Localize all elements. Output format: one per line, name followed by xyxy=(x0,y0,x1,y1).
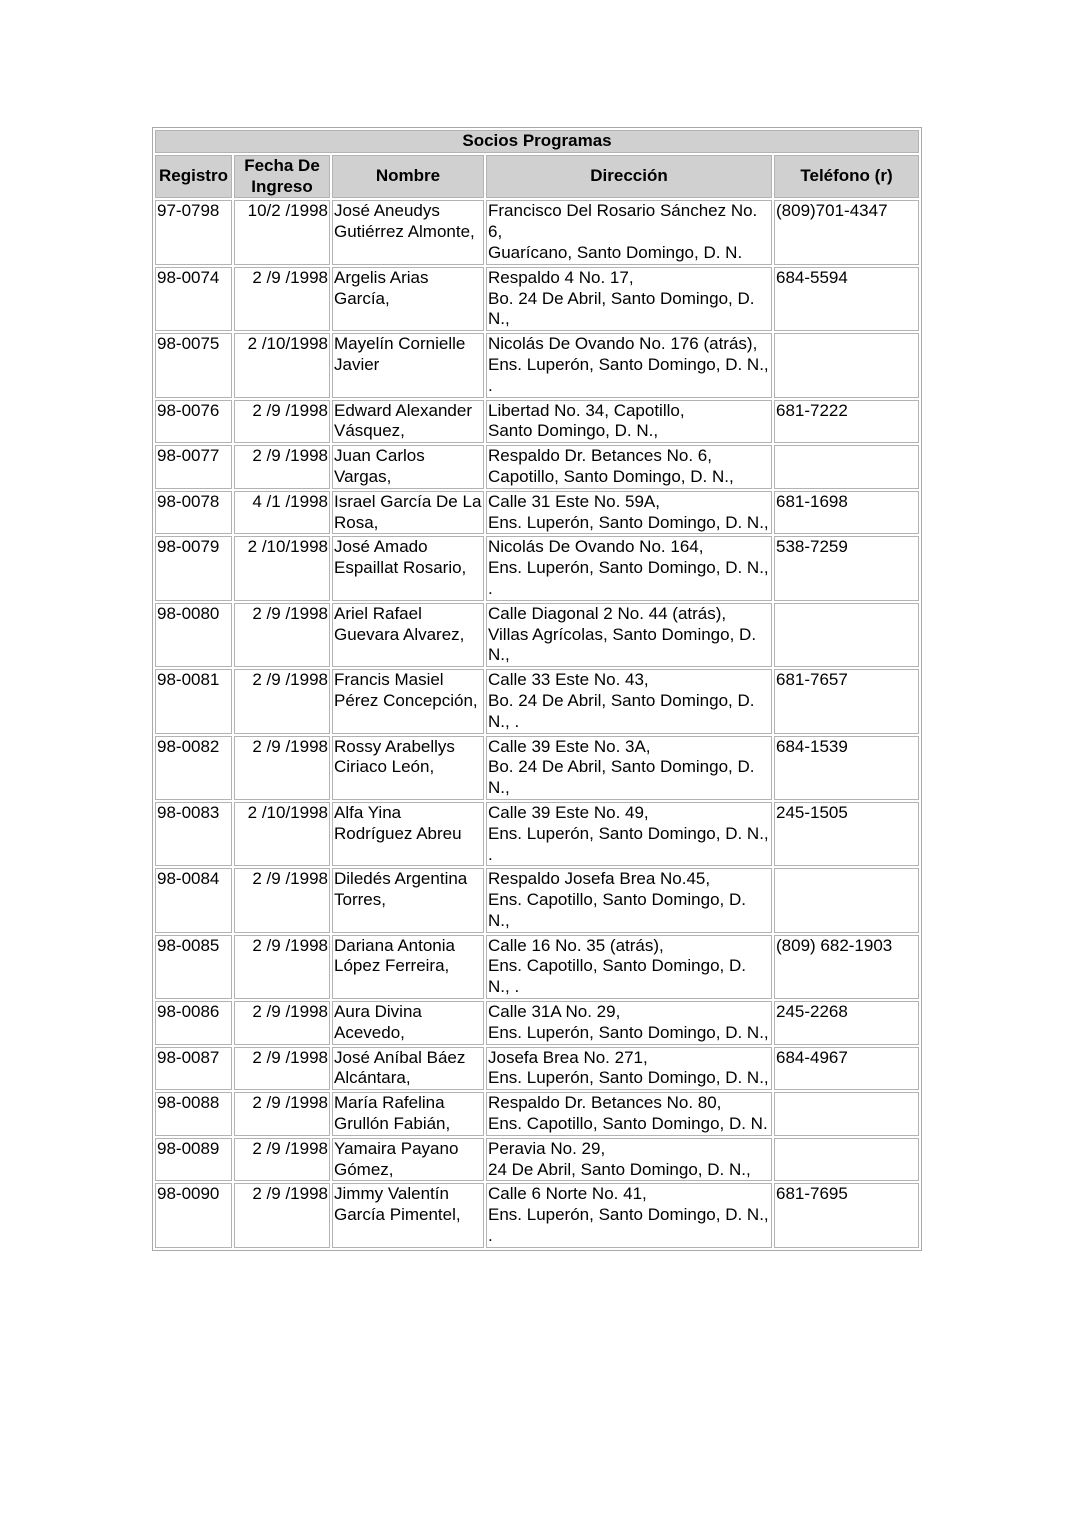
registro-cell: 98-0089 xyxy=(155,1138,232,1182)
table-row xyxy=(155,267,919,331)
telefono-cell: 245-2268 xyxy=(774,1001,919,1045)
direccion-cell: Calle 31 Este No. 59A, Ens. Luperón, Santo Domingo, D. N., xyxy=(486,491,772,535)
registro-cell: 98-0077 xyxy=(155,445,232,489)
fecha-cell: 2 /9 /1998 xyxy=(234,603,330,667)
table-row xyxy=(155,1183,919,1247)
telefono-cell: 684-1539 xyxy=(774,736,919,800)
fecha-cell: 2 /10/1998 xyxy=(234,802,330,866)
nombre-cell: Aura Divina Acevedo, xyxy=(332,1001,484,1045)
telefono-cell: 681-7222 xyxy=(774,400,919,444)
nombre-cell: José Amado Espaillat Rosario, xyxy=(332,536,484,600)
registro-cell: 98-0078 xyxy=(155,491,232,535)
nombre-cell: Argelis Arias García, xyxy=(332,267,484,331)
fecha-cell: 2 /9 /1998 xyxy=(234,1138,330,1182)
fecha-cell: 2 /9 /1998 xyxy=(234,1047,330,1091)
fecha-cell: 2 /9 /1998 xyxy=(234,400,330,444)
direccion-cell: Libertad No. 34, Capotillo, Santo Domingo, D. N., xyxy=(486,400,772,444)
direccion-cell: Calle 16 No. 35 (atrás), Ens. Capotillo, Santo Domingo, D. N., . xyxy=(486,935,772,999)
telefono-cell: 245-1505 xyxy=(774,802,919,866)
table-row xyxy=(155,868,919,932)
direccion-cell: Respaldo 4 No. 17, Bo. 24 De Abril, Santo Domingo, D. N., xyxy=(486,267,772,331)
telefono-cell: 681-7657 xyxy=(774,669,919,733)
header-row xyxy=(155,155,919,199)
nombre-cell: Ariel Rafael Guevara Alvarez, xyxy=(332,603,484,667)
direccion-cell: Respaldo Josefa Brea No.45, Ens. Capotillo, Santo Domingo, D. N., xyxy=(486,868,772,932)
fecha-cell: 2 /9 /1998 xyxy=(234,736,330,800)
table-row xyxy=(155,200,919,264)
direccion-cell: Calle 33 Este No. 43, Bo. 24 De Abril, Santo Domingo, D. N., . xyxy=(486,669,772,733)
direccion-cell: Peravia No. 29, 24 De Abril, Santo Domingo, D. N., xyxy=(486,1138,772,1182)
registro-cell: 98-0085 xyxy=(155,935,232,999)
direccion-cell: Calle 31A No. 29, Ens. Luperón, Santo Domingo, D. N., xyxy=(486,1001,772,1045)
registro-cell: 98-0088 xyxy=(155,1092,232,1136)
telefono-cell xyxy=(774,603,919,667)
table-row xyxy=(155,935,919,999)
nombre-cell: Mayelín Cornielle Javier xyxy=(332,333,484,397)
telefono-cell: 538-7259 xyxy=(774,536,919,600)
registro-cell: 98-0086 xyxy=(155,1001,232,1045)
nombre-cell: Edward Alexander Vásquez, xyxy=(332,400,484,444)
table-row xyxy=(155,491,919,535)
telefono-cell xyxy=(774,1138,919,1182)
header-nombre: Nombre xyxy=(332,155,484,199)
socios-table xyxy=(152,127,922,1251)
registro-cell: 98-0074 xyxy=(155,267,232,331)
title-row xyxy=(155,130,919,153)
registro-cell: 97-0798 xyxy=(155,200,232,264)
telefono-cell: 681-7695 xyxy=(774,1183,919,1247)
direccion-cell: Calle 39 Este No. 49, Ens. Luperón, Santo Domingo, D. N., . xyxy=(486,802,772,866)
telefono-cell: (809)701-4347 xyxy=(774,200,919,264)
nombre-cell: José Aníbal Báez Alcántara, xyxy=(332,1047,484,1091)
fecha-cell: 4 /1 /1998 xyxy=(234,491,330,535)
table-row xyxy=(155,736,919,800)
nombre-cell: Diledés Argentina Torres, xyxy=(332,868,484,932)
direccion-cell: Calle 39 Este No. 3A, Bo. 24 De Abril, Santo Domingo, D. N., xyxy=(486,736,772,800)
nombre-cell: Yamaira Payano Gómez, xyxy=(332,1138,484,1182)
table-row xyxy=(155,536,919,600)
table-body xyxy=(155,200,919,1247)
header-direccion: Dirección xyxy=(486,155,772,199)
fecha-cell: 10/2 /1998 xyxy=(234,200,330,264)
direccion-cell: Calle 6 Norte No. 41, Ens. Luperón, Santo Domingo, D. N., . xyxy=(486,1183,772,1247)
registro-cell: 98-0075 xyxy=(155,333,232,397)
table-row xyxy=(155,333,919,397)
table-row xyxy=(155,669,919,733)
nombre-cell: Juan Carlos Vargas, xyxy=(332,445,484,489)
nombre-cell: Francis Masiel Pérez Concepción, xyxy=(332,669,484,733)
nombre-cell: Alfa Yina Rodríguez Abreu xyxy=(332,802,484,866)
nombre-cell: María Rafelina Grullón Fabián, xyxy=(332,1092,484,1136)
table-row xyxy=(155,1001,919,1045)
nombre-cell: Jimmy Valentín García Pimentel, xyxy=(332,1183,484,1247)
direccion-cell: Respaldo Dr. Betances No. 6, Capotillo, Santo Domingo, D. N., xyxy=(486,445,772,489)
header-telefono: Teléfono (r) xyxy=(774,155,919,199)
registro-cell: 98-0076 xyxy=(155,400,232,444)
registro-cell: 98-0081 xyxy=(155,669,232,733)
registro-cell: 98-0090 xyxy=(155,1183,232,1247)
registro-cell: 98-0082 xyxy=(155,736,232,800)
telefono-cell xyxy=(774,868,919,932)
registro-cell: 98-0079 xyxy=(155,536,232,600)
fecha-cell: 2 /9 /1998 xyxy=(234,1001,330,1045)
nombre-cell: Israel García De La Rosa, xyxy=(332,491,484,535)
table-row xyxy=(155,603,919,667)
table-row xyxy=(155,802,919,866)
nombre-cell: Dariana Antonia López Ferreira, xyxy=(332,935,484,999)
fecha-cell: 2 /9 /1998 xyxy=(234,669,330,733)
registro-cell: 98-0080 xyxy=(155,603,232,667)
fecha-cell: 2 /9 /1998 xyxy=(234,445,330,489)
direccion-cell: Josefa Brea No. 271, Ens. Luperón, Santo Domingo, D. N., xyxy=(486,1047,772,1091)
direccion-cell: Nicolás De Ovando No. 176 (atrás), Ens. Luperón, Santo Domingo, D. N., . xyxy=(486,333,772,397)
table-title: Socios Programas xyxy=(155,130,919,153)
telefono-cell: 681-1698 xyxy=(774,491,919,535)
header-registro: Registro xyxy=(155,155,232,199)
registro-cell: 98-0087 xyxy=(155,1047,232,1091)
telefono-cell xyxy=(774,445,919,489)
fecha-cell: 2 /9 /1998 xyxy=(234,1183,330,1247)
telefono-cell: 684-5594 xyxy=(774,267,919,331)
direccion-cell: Respaldo Dr. Betances No. 80, Ens. Capotillo, Santo Domingo, D. N. xyxy=(486,1092,772,1136)
table-row xyxy=(155,1138,919,1182)
direccion-cell: Calle Diagonal 2 No. 44 (atrás), Villas Agrícolas, Santo Domingo, D. N., xyxy=(486,603,772,667)
registro-cell: 98-0084 xyxy=(155,868,232,932)
telefono-cell: 684-4967 xyxy=(774,1047,919,1091)
fecha-cell: 2 /10/1998 xyxy=(234,536,330,600)
direccion-cell: Nicolás De Ovando No. 164, Ens. Luperón, Santo Domingo, D. N., . xyxy=(486,536,772,600)
table-row xyxy=(155,445,919,489)
telefono-cell: (809) 682-1903 xyxy=(774,935,919,999)
nombre-cell: Rossy Arabellys Ciriaco León, xyxy=(332,736,484,800)
registro-cell: 98-0083 xyxy=(155,802,232,866)
fecha-cell: 2 /9 /1998 xyxy=(234,868,330,932)
table-row xyxy=(155,1092,919,1136)
nombre-cell: José Aneudys Gutiérrez Almonte, xyxy=(332,200,484,264)
table-row xyxy=(155,1047,919,1091)
telefono-cell xyxy=(774,1092,919,1136)
fecha-cell: 2 /9 /1998 xyxy=(234,267,330,331)
fecha-cell: 2 /9 /1998 xyxy=(234,935,330,999)
telefono-cell xyxy=(774,333,919,397)
fecha-cell: 2 /10/1998 xyxy=(234,333,330,397)
table-row xyxy=(155,400,919,444)
direccion-cell: Francisco Del Rosario Sánchez No. 6, Guarícano, Santo Domingo, D. N. xyxy=(486,200,772,264)
fecha-cell: 2 /9 /1998 xyxy=(234,1092,330,1136)
header-fecha: Fecha De Ingreso xyxy=(234,155,330,199)
